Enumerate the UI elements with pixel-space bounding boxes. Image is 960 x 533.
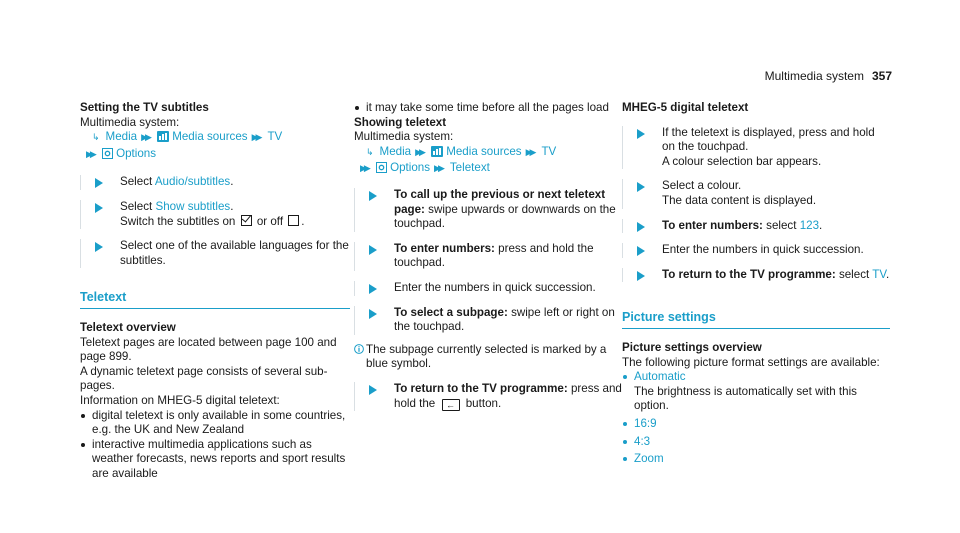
step-text: If the teletext is displayed, press and hold on the touchpad. [662, 125, 875, 154]
teletext-intro: Multimedia system: [354, 130, 454, 144]
subtitles-intro: Multimedia system: [80, 115, 180, 129]
step-arrow-icon [95, 203, 103, 213]
path-media[interactable]: Media [105, 130, 138, 144]
info-note [354, 343, 624, 372]
step-text: swipe upwards or downwards on the touchpad. [394, 202, 616, 231]
step-arrow-icon [369, 284, 377, 294]
step-text: Switch the subtitles on [120, 214, 236, 228]
option-16-9[interactable]: 16:9 [634, 416, 657, 430]
double-chevron-icon: ▶▶ [360, 163, 368, 174]
step-text: or off [256, 214, 284, 228]
teletext-overview-heading: Teletext overview [80, 320, 176, 334]
step-text: select [766, 218, 797, 232]
header-title: Multimedia system [764, 69, 864, 83]
path-teletext[interactable]: Teletext [449, 161, 490, 175]
media-sources-icon [431, 146, 443, 162]
menu-path [80, 130, 350, 147]
step-show-subtitles: Select Show subtitles. Switch the subtitles on or off . [80, 200, 350, 229]
step-text: The data content is displayed. [662, 193, 817, 207]
step-bar [622, 179, 623, 208]
option-description: The brightness is automatically set with this option. [634, 384, 857, 413]
step-bold: To return to the TV programme: [662, 267, 836, 281]
step-text: button. [465, 396, 502, 410]
step-bar [622, 126, 623, 170]
step-text: Enter the numbers in quick succession. [662, 243, 864, 257]
page-number: 357 [871, 69, 892, 83]
path-arrow-icon: ↳ [92, 132, 100, 143]
step-arrow-icon [369, 245, 377, 255]
link-audio-subtitles[interactable]: Audio/subtitles [154, 175, 231, 189]
step-press-hold [622, 126, 890, 170]
checkbox-checked-icon [241, 215, 252, 226]
step-bar [80, 239, 81, 268]
picture-intro: The following picture format settings are available: [622, 355, 880, 369]
step-bar [354, 382, 355, 411]
step-arrow-icon [637, 222, 645, 232]
step-bar [622, 243, 623, 258]
step-return-tv [354, 382, 624, 411]
step-bar [622, 268, 623, 283]
step-text: swipe left or right on the touchpad. [394, 305, 615, 334]
section-picture-settings: Picture settings [622, 310, 890, 329]
gear-icon [376, 162, 387, 178]
option-automatic[interactable]: Automatic [634, 370, 686, 384]
page-header [765, 69, 892, 84]
list-item [622, 452, 890, 467]
double-chevron-icon: ▶▶ [434, 163, 442, 174]
double-chevron-icon: ▶▶ [415, 146, 423, 157]
overview-paragraph: Information on MHEG-5 digital teletext: [80, 393, 280, 407]
path-options[interactable]: Options [116, 146, 157, 160]
subtitles-heading: Setting the TV subtitles [80, 101, 209, 114]
step-bar [80, 200, 81, 229]
option-zoom[interactable]: Zoom [634, 452, 664, 466]
step-bar [354, 188, 355, 232]
overview-paragraph: Teletext pages are located between page 100 and page 899. [80, 335, 337, 364]
step-text: press and hold the touchpad. [394, 241, 594, 270]
list-item: digital teletext is only available in some countries, e.g. the UK and New Zealand [80, 409, 350, 438]
step-arrow-icon [637, 129, 645, 139]
path-media[interactable]: Media [379, 144, 412, 158]
step-select-subpage [354, 306, 624, 335]
media-sources-icon [157, 131, 169, 147]
step-enter-succession [622, 243, 890, 258]
step-bold: To select a subpage: [394, 305, 508, 319]
step-select-colour [622, 179, 890, 208]
mheg-heading: MHEG-5 digital teletext [622, 101, 749, 114]
step-arrow-icon [369, 309, 377, 319]
step-arrow-icon [637, 271, 645, 281]
step-bold: To enter numbers: [662, 218, 763, 232]
step-enter-succession [354, 281, 624, 296]
step-bold: To call up the previous or next teletext page: [394, 187, 606, 216]
step-bar [622, 219, 623, 234]
step-text: A colour selection bar appears. [662, 154, 822, 168]
column-middle [354, 101, 624, 411]
list-item [622, 370, 890, 385]
step-bar [354, 281, 355, 296]
gear-icon [102, 148, 113, 164]
menu-path [354, 145, 624, 162]
step-bar [354, 242, 355, 271]
step-bar [354, 306, 355, 335]
step-return-tv: To return to the TV programme: select TV. [622, 268, 890, 283]
link-123[interactable]: 123 [799, 218, 820, 232]
step-arrow-icon [369, 385, 377, 395]
step-bold: To return to the TV programme: [394, 381, 568, 395]
step-arrow-icon [637, 182, 645, 192]
step-text: Select a colour. [662, 179, 742, 193]
path-media-sources[interactable]: Media sources [446, 144, 522, 158]
list-item: it may take some time before all the pages load [354, 101, 624, 116]
step-arrow-icon [95, 242, 103, 252]
path-options[interactable]: Options [390, 161, 431, 175]
step-bold: To enter numbers: [394, 241, 495, 255]
checkbox-empty-icon [288, 215, 299, 226]
path-tv[interactable]: TV [541, 144, 557, 158]
step-arrow-icon [637, 246, 645, 256]
step-text: Select [120, 199, 153, 213]
column-right [622, 101, 890, 467]
list-item [622, 435, 890, 450]
link-show-subtitles[interactable]: Show subtitles [155, 199, 231, 213]
step-select-audio: Select Audio/subtitles. [80, 175, 350, 190]
step-text: Enter the numbers in quick succession. [394, 280, 596, 294]
list-item [622, 417, 890, 432]
picture-overview-heading: Picture settings overview [622, 340, 762, 354]
double-chevron-icon: ▶▶ [141, 132, 149, 143]
link-tv[interactable]: TV [872, 267, 887, 281]
path-media-sources[interactable]: Media sources [172, 130, 248, 144]
step-text: select [838, 267, 870, 281]
step-text: Select [120, 175, 153, 189]
step-enter-numbers [354, 242, 624, 271]
step-text: press and hold the [394, 381, 622, 410]
double-chevron-icon: ▶▶ [525, 146, 534, 157]
step-bar [80, 175, 81, 190]
note-text: The subpage currently selected is marked by a blue symbol. [366, 342, 607, 371]
showing-teletext-heading: Showing teletext [354, 115, 447, 129]
path-tv[interactable]: TV [267, 130, 283, 144]
info-icon [354, 344, 364, 359]
option-4-3[interactable]: 4:3 [634, 434, 651, 448]
menu-path-cont [354, 161, 624, 178]
step-text: Select one of the available languages for the subtitles. [120, 239, 349, 267]
path-arrow-icon: ↳ [366, 146, 374, 157]
menu-path-cont [80, 147, 350, 164]
overview-paragraph: A dynamic teletext page consists of several sub-pages. [80, 364, 328, 393]
column-left [80, 101, 350, 481]
list-item: interactive multimedia applications such as weather forecasts, news reports and sport results are available [80, 438, 350, 482]
step-call-page [354, 188, 624, 232]
section-teletext: Teletext [80, 290, 350, 309]
step-select-language [80, 239, 350, 268]
double-chevron-icon: ▶▶ [86, 148, 94, 159]
double-chevron-icon: ▶▶ [251, 132, 260, 143]
step-arrow-icon [369, 191, 377, 201]
step-arrow-icon [95, 178, 103, 188]
step-enter-numbers: To enter numbers: select 123. [622, 219, 890, 234]
back-button-icon: ← [442, 399, 460, 411]
